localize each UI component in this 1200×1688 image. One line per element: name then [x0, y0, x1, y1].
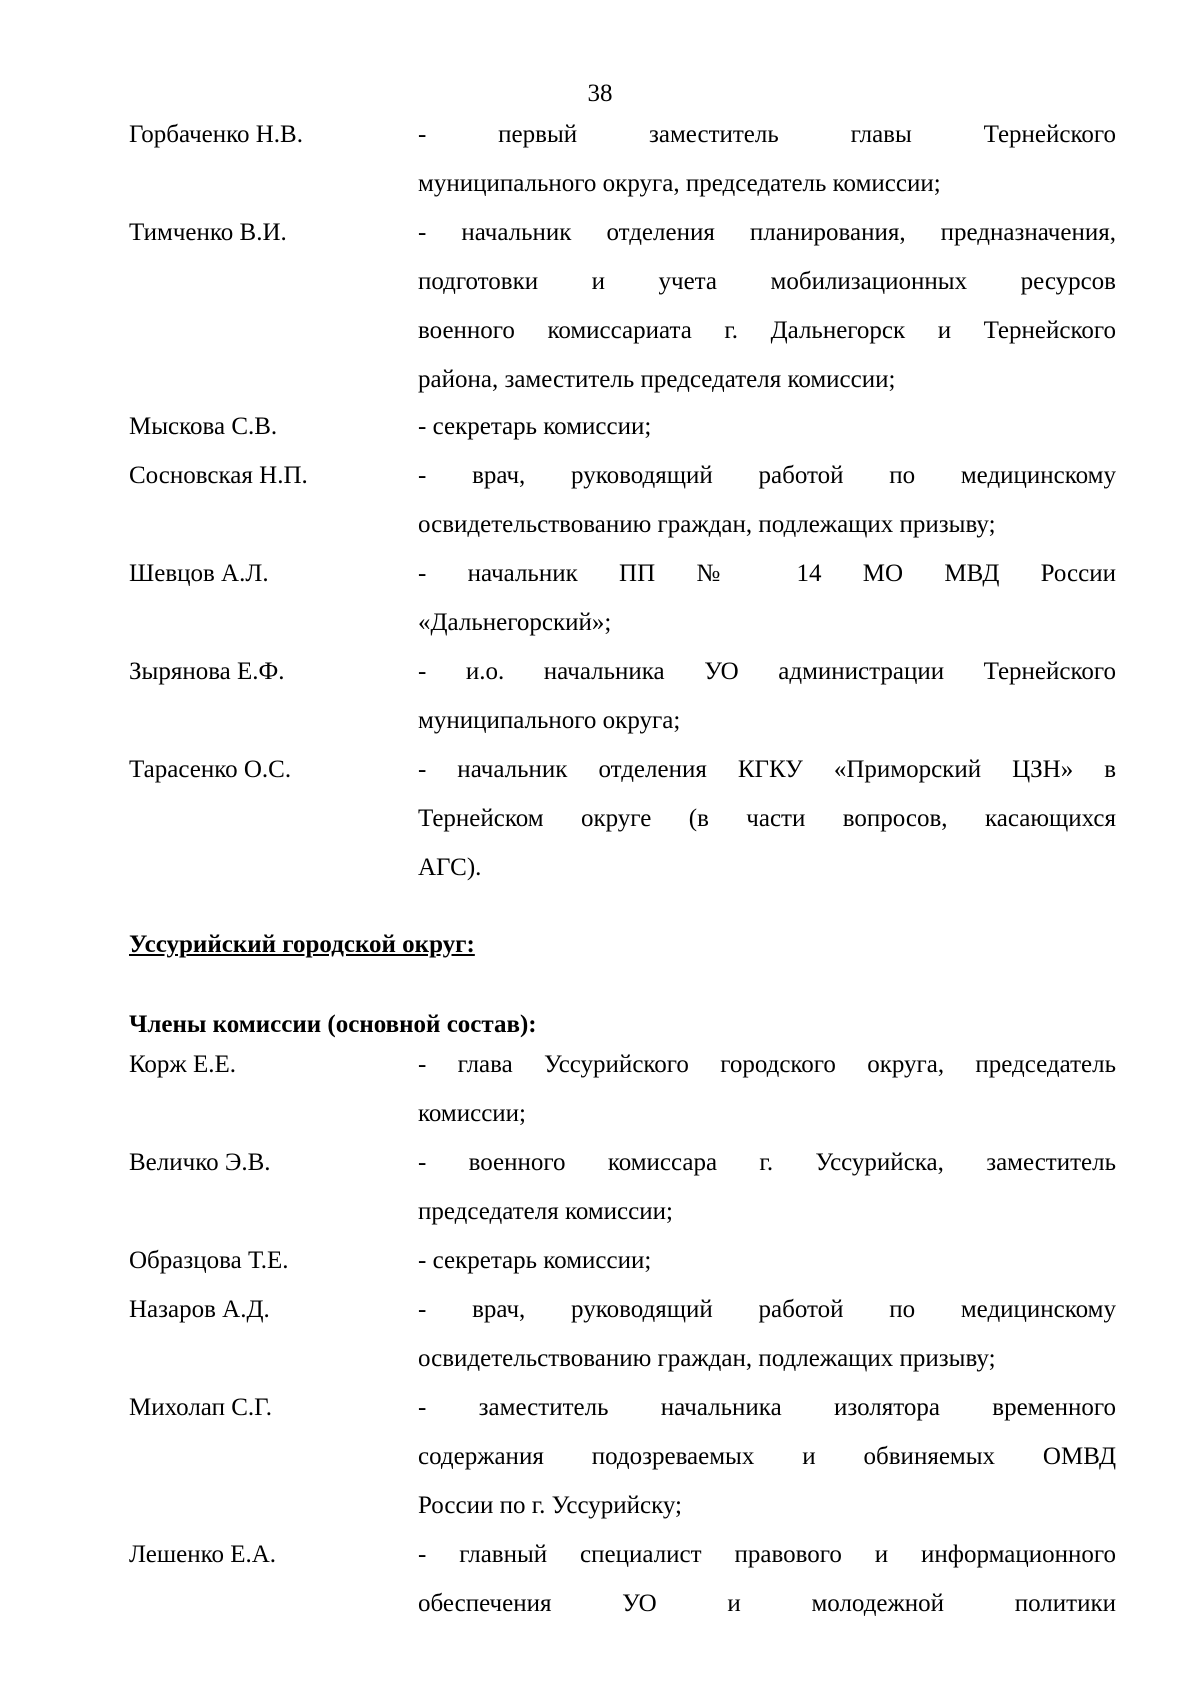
role-line: муниципального округа, председатель комиссии; — [418, 170, 941, 197]
member-name: Тарасенко О.С. — [129, 756, 292, 783]
member-name: Михолап С.Г. — [129, 1394, 273, 1421]
page-number: 38 — [587, 80, 613, 107]
role-line: - секретарь комиссии; — [418, 413, 652, 440]
member-role — [418, 1383, 1116, 1530]
role-line: муниципального округа; — [418, 707, 681, 734]
role-line: - и.о. начальника УО администрации Тернейского — [418, 658, 1116, 685]
role-line: - глава Уссурийского городского округа, председатель — [418, 1051, 1116, 1078]
member-role — [418, 110, 1116, 208]
member-role — [418, 549, 1116, 647]
member-name: Тимченко В.И. — [129, 219, 287, 246]
member-name: Назаров А.Д. — [129, 1296, 270, 1323]
role-line: - военного комиссара г. Уссурийска, заместитель — [418, 1149, 1116, 1176]
role-line: - начальник отделения КГКУ «Приморский ЦЗН» в — [418, 756, 1116, 783]
role-line: - начальник отделения планирования, предназначения, — [418, 219, 1116, 246]
role-line: освидетельствованию граждан, подлежащих призыву; — [418, 511, 996, 538]
member-role — [418, 647, 1116, 745]
member-name: Величко Э.В. — [129, 1149, 271, 1176]
member-role — [418, 402, 1116, 451]
member-role — [418, 1236, 1116, 1285]
member-role — [418, 451, 1116, 549]
member-name: Корж Е.Е. — [129, 1051, 236, 1078]
role-line: района, заместитель председателя комиссии; — [418, 366, 896, 393]
role-line: «Дальнегорский»; — [418, 609, 612, 636]
member-role — [418, 208, 1116, 404]
role-line: обеспечения УО и молодежной политики — [418, 1590, 1116, 1617]
members-heading: Члены комиссии (основной состав): — [129, 1011, 537, 1038]
role-line: России по г. Уссурийску; — [418, 1492, 682, 1519]
member-role — [418, 1530, 1116, 1628]
member-name: Мыскова С.В. — [129, 413, 278, 440]
member-role — [418, 1285, 1116, 1383]
role-line: - врач, руководящий работой по медицинскому — [418, 1296, 1116, 1323]
member-role — [418, 745, 1116, 892]
role-line: комиссии; — [418, 1100, 526, 1127]
member-name: Шевцов А.Л. — [129, 560, 269, 587]
role-line: - врач, руководящий работой по медицинскому — [418, 462, 1116, 489]
member-name: Лешенко Е.А. — [129, 1541, 277, 1568]
member-name: Зырянова Е.Ф. — [129, 658, 285, 685]
role-line: - главный специалист правового и информационного — [418, 1541, 1116, 1568]
role-line: председателя комиссии; — [418, 1198, 673, 1225]
role-line: - заместитель начальника изолятора временного — [418, 1394, 1116, 1421]
member-name: Образцова Т.Е. — [129, 1247, 289, 1274]
member-role — [418, 1138, 1116, 1236]
member-role — [418, 1040, 1116, 1138]
role-line: подготовки и учета мобилизационных ресурсов — [418, 268, 1116, 295]
role-line: АГС). — [418, 854, 482, 881]
role-line: - первый заместитель главы Тернейского — [418, 121, 1116, 148]
role-line: Тернейском округе (в части вопросов, касающихся — [418, 805, 1116, 832]
member-name: Сосновская Н.П. — [129, 462, 308, 489]
member-name: Горбаченко Н.В. — [129, 121, 303, 148]
role-line: содержания подозреваемых и обвиняемых ОМВД — [418, 1443, 1116, 1470]
district-heading: Уссурийский городской округ: — [129, 931, 475, 958]
role-line: военного комиссариата г. Дальнегорск и Тернейского — [418, 317, 1116, 344]
role-line: - начальник ПП № 14 МО МВД России — [418, 560, 1116, 587]
role-line: - секретарь комиссии; — [418, 1247, 652, 1274]
role-line: освидетельствованию граждан, подлежащих призыву; — [418, 1345, 996, 1372]
